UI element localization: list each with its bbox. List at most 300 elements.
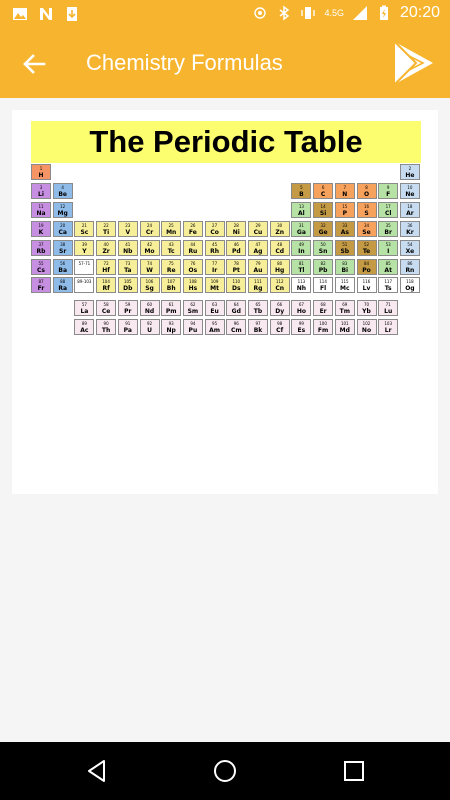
- element-symbol: Pr: [124, 308, 132, 316]
- status-time: 20:20: [399, 4, 440, 21]
- element-cell: [313, 300, 333, 316]
- element-cell: [74, 259, 94, 275]
- element-symbol: Pu: [188, 327, 198, 335]
- element-cell: [248, 277, 268, 293]
- element-cell: [226, 240, 246, 256]
- element-number: 60: [146, 302, 153, 308]
- element-number: 5: [300, 184, 303, 190]
- element-cell: [357, 300, 377, 316]
- element-symbol: Mg: [57, 209, 68, 217]
- element-cell: [118, 319, 138, 335]
- element-cell: [96, 319, 116, 335]
- element-cell: [400, 240, 420, 256]
- periodic-table-title: The Periodic Table: [31, 121, 421, 163]
- element-cell: [226, 221, 246, 237]
- element-symbol: Es: [297, 327, 306, 335]
- element-cell: [248, 300, 268, 316]
- element-number: 25: [168, 222, 174, 228]
- element-cell: [357, 240, 377, 256]
- element-cell: [205, 259, 225, 275]
- element-symbol: S: [364, 209, 369, 217]
- element-number: 7: [343, 184, 347, 190]
- element-symbol: Rh: [210, 247, 220, 255]
- element-number: 2: [408, 166, 412, 171]
- element-symbol: Pt: [232, 266, 240, 274]
- element-symbol: Pb: [318, 266, 328, 274]
- element-cell: [248, 221, 268, 237]
- element-cell: [357, 183, 377, 199]
- element-cell: [335, 319, 355, 335]
- element-number: 16: [363, 203, 370, 209]
- element-symbol: Sg: [145, 285, 154, 293]
- element-symbol: Ti: [103, 228, 110, 236]
- element-number: 98: [277, 321, 283, 327]
- element-cell: [270, 221, 290, 237]
- element-cell: [53, 277, 73, 293]
- element-symbol: Mt: [210, 285, 220, 293]
- element-cell: [183, 277, 203, 293]
- element-symbol: Ir: [211, 266, 218, 274]
- back-triangle-icon[interactable]: [84, 758, 110, 784]
- element-symbol: Fl: [320, 285, 327, 293]
- element-cell: [53, 183, 73, 199]
- element-symbol: Pm: [165, 308, 177, 316]
- element-symbol: Fr: [37, 285, 45, 293]
- element-symbol: Cr: [145, 228, 154, 236]
- element-number: 116: [362, 279, 371, 285]
- network-label: 4.5G: [324, 8, 344, 18]
- element-cell: [291, 300, 311, 316]
- element-cell: [248, 259, 268, 275]
- element-cell: [74, 221, 94, 237]
- bluetooth-icon: [276, 5, 292, 21]
- element-number: 53: [385, 241, 391, 247]
- element-symbol: Ga: [296, 228, 306, 236]
- element-cell: [248, 319, 268, 335]
- element-cell: [357, 202, 377, 218]
- element-symbol: Ds: [232, 285, 241, 293]
- element-symbol: Sm: [187, 308, 199, 316]
- element-number: 24: [146, 222, 153, 228]
- element-number: 100: [319, 321, 327, 327]
- element-cell: [31, 183, 51, 199]
- element-symbol: Np: [166, 327, 176, 335]
- element-number: 58: [103, 302, 109, 308]
- element-number: 104: [102, 279, 110, 285]
- element-symbol: In: [298, 247, 305, 255]
- element-cell: [226, 277, 246, 293]
- element-symbol: K: [38, 228, 44, 236]
- element-number: 4: [61, 184, 64, 190]
- element-number: 34: [363, 222, 370, 228]
- element-number: 61: [168, 302, 174, 308]
- element-symbol: Ne: [405, 190, 415, 198]
- element-number: 90: [103, 321, 109, 327]
- element-symbol: Se: [362, 228, 371, 236]
- element-number: 117: [384, 279, 392, 285]
- element-cell: [31, 277, 51, 293]
- hotspot-icon: [252, 5, 268, 21]
- element-symbol: Er: [319, 308, 327, 316]
- element-cell: [53, 202, 73, 218]
- element-cell: [335, 259, 355, 275]
- element-symbol: Tb: [253, 308, 263, 316]
- vibrate-icon: [300, 5, 316, 21]
- element-number: 113: [297, 279, 306, 285]
- element-symbol: Ts: [384, 285, 392, 293]
- element-number: 59: [125, 302, 131, 308]
- element-cell: [226, 300, 246, 316]
- element-symbol: Zr: [102, 247, 110, 255]
- element-number: 31: [298, 222, 304, 228]
- element-number: 11: [38, 203, 44, 209]
- element-number: 35: [385, 222, 391, 228]
- element-symbol: Cn: [275, 285, 285, 293]
- element-cell: [226, 259, 246, 275]
- element-number: 54: [407, 241, 413, 247]
- n-app-icon: [38, 6, 54, 22]
- play-store-icon[interactable]: [392, 40, 436, 86]
- element-number: 52: [363, 241, 370, 247]
- app-bar: [0, 30, 450, 98]
- element-cell: [400, 277, 420, 293]
- element-number: 97: [255, 321, 261, 327]
- gallery-icon: [12, 6, 28, 22]
- element-number: 89-103: [77, 279, 92, 285]
- element-number: 30: [277, 222, 283, 228]
- element-number: 101: [340, 321, 349, 327]
- element-number: 13: [298, 203, 304, 209]
- element-symbol: Ru: [188, 247, 198, 255]
- element-cell: [96, 221, 116, 237]
- element-cell: [31, 259, 51, 275]
- element-cell: [270, 319, 290, 335]
- element-number: 75: [168, 260, 174, 266]
- element-cell: [335, 221, 355, 237]
- element-symbol: As: [340, 228, 349, 236]
- element-symbol: Ho: [296, 308, 306, 316]
- element-number: 18: [407, 203, 413, 209]
- element-symbol: Ar: [406, 209, 414, 217]
- element-number: 26: [190, 222, 196, 228]
- status-bar: [0, 0, 450, 30]
- element-symbol: Eu: [210, 308, 219, 316]
- element-cell: [96, 300, 116, 316]
- element-symbol: Be: [58, 190, 68, 198]
- element-number: 57: [81, 302, 87, 308]
- battery-charging-icon: [376, 5, 392, 21]
- element-cell: [161, 240, 181, 256]
- element-symbol: W: [146, 266, 153, 274]
- download-icon: [64, 6, 80, 22]
- element-symbol: Cm: [230, 327, 242, 335]
- element-number: 92: [146, 321, 153, 327]
- element-cell: [357, 319, 377, 335]
- element-number: 37: [38, 241, 44, 247]
- element-cell: [291, 240, 311, 256]
- element-cell: [53, 259, 73, 275]
- element-number: 19: [38, 222, 44, 228]
- element-number: 107: [167, 279, 175, 285]
- element-symbol: Th: [101, 327, 111, 335]
- element-symbol: Li: [38, 190, 44, 198]
- element-symbol: V: [125, 228, 131, 236]
- element-cell: [161, 259, 181, 275]
- element-cell: [291, 277, 311, 293]
- element-cell: [183, 319, 203, 335]
- element-number: 14: [320, 203, 326, 209]
- element-number: 36: [407, 222, 413, 228]
- element-symbol: Ge: [318, 228, 328, 236]
- element-symbol: Mo: [144, 247, 155, 255]
- element-number: 12: [60, 203, 66, 209]
- element-cell: [118, 277, 138, 293]
- element-cell: [313, 202, 333, 218]
- element-cell: [400, 221, 420, 237]
- element-number: 86: [407, 260, 413, 266]
- element-cell: [74, 319, 94, 335]
- element-cell: [31, 164, 51, 180]
- element-number: 9: [386, 184, 390, 190]
- element-number: 67: [298, 302, 304, 308]
- element-cell: [140, 300, 160, 316]
- element-number: 83: [342, 260, 348, 266]
- element-number: 47: [255, 241, 261, 247]
- element-number: 28: [233, 222, 239, 228]
- element-cell: [291, 221, 311, 237]
- element-number: 41: [125, 241, 131, 247]
- element-cell: [313, 277, 333, 293]
- status-right-icons: [252, 4, 440, 22]
- element-symbol: Mc: [340, 285, 350, 293]
- element-symbol: No: [361, 327, 372, 335]
- element-number: 15: [342, 203, 348, 209]
- element-number: 94: [190, 321, 196, 327]
- element-number: 73: [125, 260, 131, 266]
- element-symbol: B: [299, 190, 304, 198]
- element-cell: [335, 300, 355, 316]
- element-cell: [205, 300, 225, 316]
- element-cell: [335, 202, 355, 218]
- element-symbol: Bh: [166, 285, 176, 293]
- element-number: 39: [81, 241, 87, 247]
- element-number: 112: [275, 279, 284, 285]
- element-symbol: Pa: [123, 327, 132, 335]
- element-number: 81: [298, 260, 304, 266]
- element-number: 22: [103, 222, 109, 228]
- element-number: 118: [406, 279, 414, 285]
- element-cell: [161, 277, 181, 293]
- element-number: 48: [277, 241, 283, 247]
- recents-square-icon[interactable]: [341, 758, 367, 784]
- element-cell: [74, 240, 94, 256]
- element-symbol: Y: [82, 247, 87, 255]
- element-number: 64: [233, 302, 239, 308]
- element-cell: [96, 240, 116, 256]
- element-symbol: F: [386, 190, 391, 198]
- element-number: 66: [277, 302, 283, 308]
- element-symbol: Ba: [58, 266, 67, 274]
- element-cell: [270, 300, 290, 316]
- element-cell: [400, 164, 420, 180]
- element-symbol: Hg: [275, 266, 285, 274]
- element-number: 84: [363, 260, 370, 266]
- element-cell: [161, 319, 181, 335]
- element-symbol: Nb: [123, 247, 133, 255]
- element-symbol: Cu: [253, 228, 263, 236]
- element-number: 105: [123, 279, 132, 285]
- element-cell: [161, 221, 181, 237]
- element-cell: [140, 259, 160, 275]
- element-symbol: Tm: [339, 308, 350, 316]
- element-symbol: I: [387, 247, 390, 255]
- element-symbol: Lu: [384, 308, 393, 316]
- element-number: 76: [190, 260, 196, 266]
- element-cell: [140, 221, 160, 237]
- element-symbol: Cs: [37, 266, 45, 274]
- element-cell: [31, 221, 51, 237]
- element-number: 77: [212, 260, 218, 266]
- element-cell: [313, 183, 333, 199]
- element-cell: [291, 202, 311, 218]
- element-number: 91: [125, 321, 131, 327]
- element-number: 71: [385, 302, 391, 308]
- element-number: 80: [277, 260, 283, 266]
- element-number: 87: [38, 279, 44, 285]
- element-number: 27: [212, 222, 218, 228]
- element-symbol: O: [363, 190, 370, 198]
- element-number: 17: [385, 203, 391, 209]
- element-number: 65: [255, 302, 261, 308]
- element-cell: [183, 240, 203, 256]
- element-cell: [205, 240, 225, 256]
- element-symbol: Bi: [341, 266, 349, 274]
- element-symbol: La: [80, 308, 89, 316]
- element-cell: [226, 319, 246, 335]
- element-cell: [378, 221, 398, 237]
- element-number: 55: [38, 260, 44, 266]
- element-cell: [335, 240, 355, 256]
- element-cell: [291, 259, 311, 275]
- element-number: 115: [340, 279, 349, 285]
- element-symbol: Hs: [188, 285, 198, 293]
- element-cell: [270, 277, 290, 293]
- element-number: 103: [384, 321, 392, 327]
- element-number: 23: [125, 222, 131, 228]
- element-number: 10: [407, 184, 413, 190]
- element-cell: [400, 183, 420, 199]
- element-symbol: Cf: [276, 327, 284, 335]
- element-cell: [357, 221, 377, 237]
- element-number: 32: [320, 222, 326, 228]
- element-symbol: Al: [298, 209, 305, 217]
- element-cell: [96, 277, 116, 293]
- element-symbol: Hf: [102, 266, 110, 274]
- element-symbol: Md: [339, 327, 350, 335]
- element-cell: [378, 319, 398, 335]
- element-cell: [291, 319, 311, 335]
- element-cell: [248, 240, 268, 256]
- element-symbol: Sb: [340, 247, 350, 255]
- element-number: 46: [233, 241, 239, 247]
- element-cell: [183, 259, 203, 275]
- element-cell: [31, 202, 51, 218]
- element-number: 79: [255, 260, 261, 266]
- element-cell: [74, 300, 94, 316]
- element-cell: [270, 259, 290, 275]
- element-symbol: H: [38, 172, 44, 179]
- element-number: 99: [298, 321, 304, 327]
- element-cell: [161, 300, 181, 316]
- element-number: 45: [212, 241, 218, 247]
- home-circle-icon[interactable]: [212, 758, 238, 784]
- element-number: 33: [342, 222, 348, 228]
- element-cell: [118, 240, 138, 256]
- element-number: 29: [255, 222, 261, 228]
- element-cell: [205, 221, 225, 237]
- element-symbol: Kr: [406, 228, 414, 236]
- element-cell: [378, 240, 398, 256]
- element-cell: [140, 277, 160, 293]
- element-number: 106: [145, 279, 154, 285]
- element-cell: [378, 183, 398, 199]
- element-number: 111: [254, 279, 262, 285]
- element-symbol: Lr: [384, 327, 392, 335]
- element-cell: [313, 259, 333, 275]
- element-number: 1: [39, 166, 43, 171]
- element-symbol: Sn: [318, 247, 328, 255]
- element-symbol: Ra: [58, 285, 68, 293]
- element-symbol: Rb: [36, 247, 46, 255]
- arrow-left-icon[interactable]: [18, 48, 50, 80]
- element-symbol: U: [147, 327, 152, 335]
- element-cell: [313, 240, 333, 256]
- element-cell: [205, 277, 225, 293]
- element-symbol: Re: [166, 266, 176, 274]
- element-number: 57-71: [78, 260, 91, 266]
- element-symbol: Yb: [362, 308, 371, 316]
- element-symbol: Rn: [405, 266, 415, 274]
- element-symbol: Au: [253, 266, 263, 274]
- element-cell: [118, 221, 138, 237]
- element-symbol: Co: [210, 228, 219, 236]
- element-number: 38: [60, 241, 66, 247]
- status-left-icons: [12, 6, 80, 22]
- element-cell: [378, 277, 398, 293]
- element-number: 93: [168, 321, 174, 327]
- element-cell: [400, 259, 420, 275]
- element-cell: [400, 202, 420, 218]
- element-symbol: Cd: [275, 247, 285, 255]
- element-cell: [378, 259, 398, 275]
- element-number: 82: [320, 260, 326, 266]
- element-number: 78: [233, 260, 239, 266]
- element-number: 85: [385, 260, 391, 266]
- element-symbol: Lv: [362, 285, 371, 293]
- navigation-bar: [0, 742, 450, 800]
- element-number: 68: [320, 302, 326, 308]
- element-symbol: Nd: [144, 308, 155, 316]
- element-number: 56: [60, 260, 66, 266]
- element-symbol: Br: [384, 228, 392, 236]
- element-cell: [74, 277, 94, 293]
- element-symbol: Ni: [232, 228, 240, 236]
- element-cell: [205, 319, 225, 335]
- element-symbol: Na: [36, 209, 46, 217]
- element-cell: [291, 183, 311, 199]
- element-symbol: Po: [362, 266, 371, 274]
- element-symbol: At: [384, 266, 392, 274]
